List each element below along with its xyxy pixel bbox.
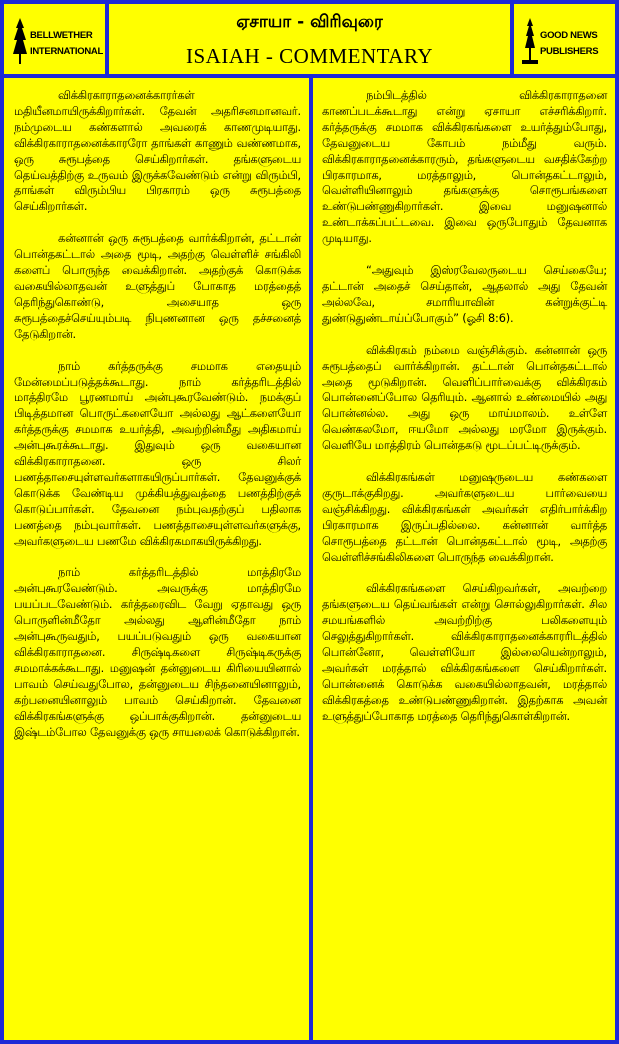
paragraph: நாம் கர்த்தரிடத்தில் மாத்திரமே அன்புகூரவேண்டும். அவருக்கு மாத்திரமே பயப்படவேண்டும். கர்த்தரைவிட வேறு ஏதாவது ஒரு பொருளின்மீதோ அல்லது ஆளின்மீதோ நாம் அன்புகூருவதும், பயப்படுவதும் ஒரு வகையான விக்கிரகாராதனை. சிருஷ்டிகளை சிருஷ்டிகருக்கு சமமாக்கக்கூடாது. மனுஷன் தன்னுடைய கிரியையினால் பாவம் செய்வதுபோல, தன்னுடைய சிந்தனையினாலும், கற்பனையினாலும் பாவம் செய்கிறான். தேவனை விக்கிரகங்களுக்கு ஒப்பாக்குகிறான். தன்னுடைய இஷ்டம்போல தேவனுக்கு ஒரு சாயலைக் கொடுக்கிறான்.	[14, 566, 301, 739]
sower-icon	[520, 16, 540, 66]
right-column	[313, 78, 615, 1040]
paragraph: “அதுவும் இஸ்ரவேலருடைய செய்கையே; தட்டான் அதைச் செய்தான், ஆதலால் அது தேவன் அல்லவே, சமாரியாவின் கன்றுக்குட்டி துண்டுதுண்டாய்ப்போகும்” (ஓசி 8:6).	[322, 264, 607, 325]
title-english: ISAIAH - COMMENTARY	[186, 44, 433, 68]
left-logo-line1: BELLWETHER	[30, 30, 93, 41]
title-tamil: ஏசாயா - விரிவுரை	[236, 12, 383, 32]
paragraph: விக்கிரகாராதனைக்காரர்கள் மதியீனமாயிருக்கிறார்கள். தேவன் அதரிசனமானவர். நம்முடைய கண்களால் அவரைக் காணமுடியாது. விக்கிரகாராதனைக்காரரோ தாங்கள் காணும் வண்ணமாக, ஒரு சுரூபத்தை செய்கிறார்கள். தங்களுடைய தெய்வத்திற்கு உருவம் இருக்கவேண்டும் என்று விரும்பி, தாங்கள் விரும்பிய பிரகாரம் ஒரு சுரூபத்தை செய்கிறார்கள்.	[14, 89, 301, 214]
left-column	[4, 78, 309, 1040]
paragraph: கன்னான் ஒரு சுரூபத்தை வார்க்கிறான், தட்டான் பொன்தகட்டால் அதை மூடி, அதற்கு வெள்ளிச் சங்கிலி களைப் பொருந்த வைக்கிறான். அதற்குக் கொடுக்க வகையில்லாதவன் உளுத்துப் போகாத மரத்தைத் தெரிந்துகொண்டு, அசையாத ஒரு சுரூபத்தைச்செய்யும்படி நிபுணனான ஒரு தச்சனைத் தேடுகிறான்.	[14, 232, 301, 341]
right-logo-line2: PUBLISHERS	[540, 46, 599, 57]
sheep-icon	[10, 16, 30, 66]
good-news-logo-panel	[514, 4, 615, 74]
paragraph: நம்பிடத்தில் விக்கிரகாராதனை காணப்படக்கூடாது என்று ஏசாயா எச்சரிக்கிறார். கர்த்தருக்கு சமமாக விக்கிரகங்களை உயர்த்தும்போது, தேவனுடைய கோபம் நம்மீது வரும். விக்கிரகாராதனைக்காரரும், தங்களுடைய வசதிக்கேற்ற பிரகாரமாக, மரத்தாலும், பொன்தகட்டாலும், வெள்ளியினாலும் தங்களுக்கு சொரூபங்களை உண்டுபண்ணுகிறார்கள். இவை மனுஷனால் உண்டாக்கப்பட்டவை. இவை ஒருபோதும் தேவனாக முடியாது.	[322, 89, 607, 246]
right-logo-line1: GOOD NEWS	[540, 30, 598, 41]
paragraph: விக்கிரகங்களை செய்கிறவர்கள், அவற்றை தங்களுடைய தெய்வங்கள் என்று சொல்லுகிறார்கள். சில சமயங்களில் அவற்றிற்கு பலிகளையும் செலுத்துகிறார்கள். விக்கிரகாராதனைக்காரரிடத்தில் பொன்னோ, வெள்ளியோ இல்லையென்றாலும், அவர்கள் மரத்தால் விக்கிரகங்களை செய்கிறார்கள். பொன்னைக் கொடுக்க வகையில்லாதவன், மரத்தால் விக்கிரகத்தை உண்டுபண்ணுகிறான். இதற்காக அவன் உளுத்துப்போகாத மரத்தை தெரிந்துகொள்கிறான்.	[322, 582, 607, 723]
bellwether-logo	[10, 16, 103, 66]
bellwether-logo-panel	[4, 4, 105, 74]
title-panel	[109, 4, 510, 74]
right-column-text	[322, 88, 607, 741]
paragraph: நாம் கர்த்தருக்கு சமமாக எதையும் மேன்மைப்படுத்தக்கூடாது. நாம் கர்த்தரிடத்தில் மாத்திரமே பூரணமாய் அன்புகூரவேண்டும். நமக்குப் பிடித்தமான பொருட்களையோ அல்லது ஆட்களையோ கர்த்தருக்கு சமமாக உயர்த்தி, அவற்றின்மீது அதிகமாய் அன்புகூரக்கூடாது. இதுவும் ஒரு வகையான விக்கிரகாராதனை. ஒரு சிலர் பணத்தாசையுள்ளவர்களாகயிருப்பார்கள். தேவனுக்குக் கொடுக்க வேண்டிய முக்கியத்துவத்தை பணத்திற்குக் கொடுப்பார்கள். தேவனை நம்புவதற்குப் பதிலாக பணத்தை நம்புவார்கள். பணத்தாசையுள்ளவர்களுக்கு, அவர்களுடைய பணமே விக்கிரகமாகயிருக்கிறது.	[14, 359, 301, 548]
left-logo-line2: INTERNATIONAL	[30, 46, 103, 57]
left-column-text	[14, 88, 301, 756]
paragraph: விக்கிரகங்கள் மனுஷருடைய கண்களை குருடாக்குகிறது. அவர்களுடைய பார்வையை வஞ்சிக்கிறது. விக்கிரகங்கள் அவர்கள் எதிர்பார்க்கிற பிரகாரமாக இருப்பதில்லை. கன்னான் வார்த்த சொரூபத்தை தட்டான் பொன்தகட்டால் மூடி, அதற்கு வெள்ளிச்சங்கிலிகளை பொருந்த வைக்கிறான்.	[322, 471, 607, 564]
paragraph: விக்கிரகம் நம்மை வஞ்சிக்கும். கன்னான் ஒரு சுரூபத்தைப் வார்க்கிறான். தட்டான் பொன்தகட்டால் அதை மூடுகிறான். வெளிப்பார்வைக்கு விக்கிரகம் பொன்னைப்போல தெரியும். ஆனால் உண்மையில் அது பொன்னல்ல. அது ஒரு மாய்மாலம். உள்ளே வெண்கலமோ, ஈயமோ அல்லது மரமோ இருக்கும். வெளியே மாத்திரம் பொன்தகடு மூடப்பட்டிருக்கும்.	[322, 343, 607, 453]
good-news-logo	[520, 16, 610, 66]
